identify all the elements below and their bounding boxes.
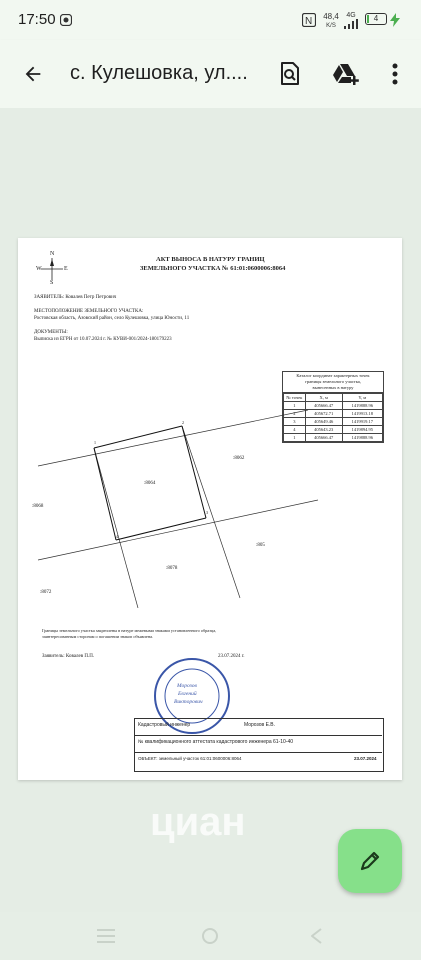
more-vert-icon [392, 63, 398, 85]
media-icon [60, 14, 72, 26]
battery-level: 4 [373, 14, 379, 23]
object-date: 23.07.2024 [354, 756, 377, 761]
compass-n: N [50, 251, 55, 257]
more-options-button[interactable] [375, 54, 415, 94]
table-row: 4 405643.23 1419894.95 [284, 426, 383, 434]
drive-add-icon [332, 62, 360, 86]
boundary-line-east [182, 426, 240, 598]
compass-w: W [36, 266, 42, 272]
boundary-line-north [38, 410, 308, 466]
status-bar [0, 0, 421, 40]
arrow-back-icon [22, 63, 44, 85]
parcel-label-west: :8068 [32, 504, 44, 509]
parcel-label-east: :8062 [233, 456, 245, 461]
signal-icon [344, 19, 358, 29]
stamp-line3: Викторович [174, 699, 203, 705]
document-page[interactable] [18, 238, 402, 780]
net-speed-unit: K/S [326, 23, 336, 29]
svg-text:N: N [305, 16, 313, 27]
system-back-button[interactable] [296, 916, 336, 956]
battery-icon [365, 13, 387, 25]
cadastral-map [18, 388, 402, 608]
stamp-line1: Морозов [177, 683, 197, 689]
network-type: 4G [346, 12, 356, 19]
point-label-2: 2 [182, 420, 184, 425]
doc-applicant: ЗАЯВИТЕЛЬ: Ковалев Петр Петрович [34, 295, 117, 300]
edit-fab-button[interactable] [338, 829, 402, 893]
table-row: 1 405666.47 1419888.96 [284, 402, 383, 410]
parcel-edge-east [182, 426, 206, 518]
engineer-divider-1 [134, 735, 382, 736]
parcel-label-south: :8078 [166, 566, 178, 571]
table-row: 1 405666.47 1419888.96 [284, 434, 383, 442]
drive-add-button[interactable] [326, 54, 366, 94]
point-label-4: 4 [116, 534, 118, 539]
point-label-1: 1 [94, 440, 96, 445]
compass-e: E [64, 266, 68, 272]
parcel-edge-north [94, 426, 182, 448]
doc-title-line1: АКТ ВЫНОСА В НАТУРУ ГРАНИЦ [156, 256, 265, 263]
object-label: ОБЪЕКТ: земельный участок 61:01:0600006:8064 [138, 756, 242, 761]
watermark-logo: циан [150, 800, 246, 844]
engineer-certificate: № квалификационного аттестата кадастрового инженера 61-10-40 [138, 739, 294, 745]
menu-icon [97, 929, 115, 943]
search-document-button[interactable] [270, 54, 310, 94]
system-nav-bar [0, 912, 421, 960]
doc-documents-header: ДОКУМЕНТЫ: [34, 330, 68, 335]
doc-date-1: 23.07.2024 г. [218, 654, 245, 659]
back-triangle-icon [309, 927, 323, 945]
parcel-edge-west [94, 448, 116, 540]
table-row: 2 405672.71 1419913.18 [284, 410, 383, 418]
parcel-label-southeast: :805 [256, 543, 265, 548]
status-time: 17:50 [18, 11, 56, 28]
engineer-name: Морозов Е.В. [244, 722, 276, 728]
parcel-label-southwest: :8072 [40, 590, 52, 595]
table-row: 3 405649.46 1419919.17 [284, 418, 383, 426]
doc-documents-text: Выписка из ЕГРН от 10.07.2024 г. № КУВИ-001/2024-180179223 [34, 337, 172, 342]
doc-location-text: Ростовская область, Азовский район, село Кулешовка, улица Юности, 11 [34, 316, 190, 321]
engineer-divider-2 [134, 752, 382, 753]
stamp-line2: Евгений [178, 691, 197, 697]
back-button[interactable] [13, 54, 53, 94]
catalog-header-row: № точек X, м Y, м [284, 394, 383, 402]
doc-location-header: МЕСТОПОЛОЖЕНИЕ ЗЕМЕЛЬНОГО УЧАСТКА: [34, 309, 144, 314]
home-circle-icon [201, 927, 219, 945]
compass-s: S [50, 280, 54, 286]
search-document-icon [279, 62, 301, 86]
doc-note-line1: Границы земельного участка закреплены в натуре межевыми знаками установленного образца, [42, 628, 217, 633]
boundary-line-west [94, 448, 138, 608]
engineer-label: Кадастровый инженер [138, 722, 191, 728]
edit-icon [357, 848, 383, 874]
parcel-label-main: :8064 [144, 481, 156, 486]
nfc-icon [302, 13, 316, 27]
app-bar [0, 40, 421, 108]
doc-note-line2: заинтересованным сторонам о погашении знакоп объявлена. [42, 634, 154, 639]
page-title: с. Кулешовка, ул.... [70, 62, 248, 84]
recent-apps-button[interactable] [86, 916, 126, 956]
home-button[interactable] [190, 916, 230, 956]
boundary-line-south [38, 500, 318, 560]
parcel-edge-south [116, 518, 206, 540]
doc-title-line2: ЗЕМЕЛЬНОГО УЧАСТКА № 61:01:0600006:8064 [140, 265, 286, 272]
point-label-3: 3 [206, 510, 208, 515]
catalog-caption: Каталог координат характерных точек границы земельного участка, вынесенных в натуру [283, 372, 383, 393]
net-speed-value: 48,4 [323, 12, 339, 21]
charging-icon [390, 13, 400, 27]
doc-applicant-sign: Заявитель: Ковалев П.П. [42, 654, 95, 659]
